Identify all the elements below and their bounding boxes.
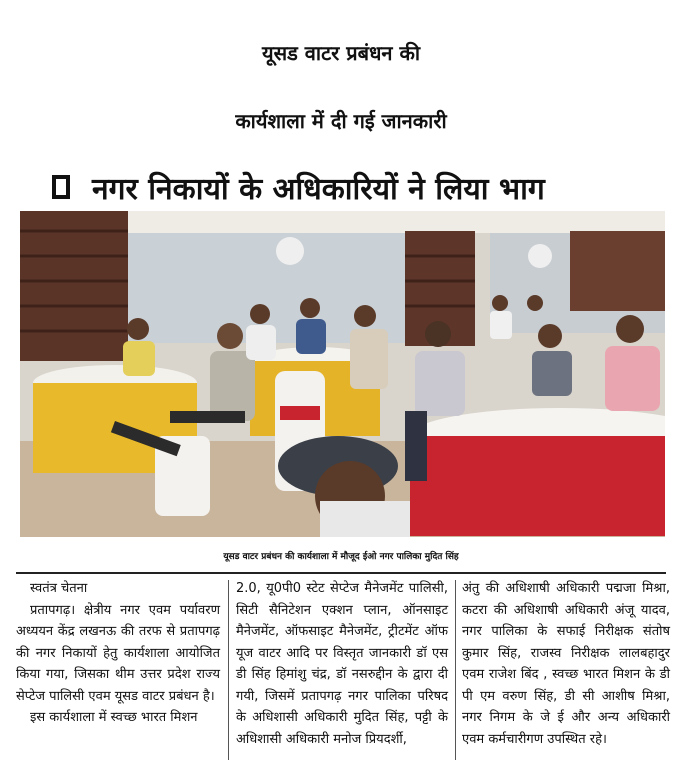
- column-divider: [455, 580, 456, 760]
- article-paragraph-1: प्रतापगढ़। क्षेत्रीय नगर एवम पर्यावरण अध्ययन केंद्र लखनऊ की तरफ से प्रतापगढ़ की नगर निकायों हेतु कार्यशाला आयोजित किया गया, जिसका थीम उत्तर प्रदेश राज्य सेप्टेज पालिसी एवम यूसड वाटर प्रबंधन है।: [16, 602, 220, 704]
- headline-line-1: यूसड वाटर प्रबंधन की: [261, 41, 420, 65]
- caption-divider: [16, 572, 666, 574]
- article-text-col2: 2.0, यू0पी0 स्टेट सेप्टेज मैनेजमेंट पालिसी, सिटी सैनिटेशन एक्शन प्लान, ऑनसाइट मैनेजमेंट, ऑफसाइट मैनेजमेंट, ट्रीटमेंट ऑफ यूज वाटर आदि पर विस्तृत जानकारी डॉ एस डी सिंह हिमांशु चंद्र, डॉ नसरुद्दीन के द्वारा दी गयी, जिसमें प्रतापगढ़ नगर पालिका परिषद के अधिशासी अधिकारी मुदित सिंह, पट्टी के अधिशासी अधिकारी मनोज प्रियदर्शी,: [236, 581, 448, 747]
- workshop-photo: [20, 211, 665, 537]
- article-text-col3: अंतु की अधिशाषी अधिकारी पद्मजा मिश्रा, कटरा की अधिशाषी अधिकारी अंजू यादव, नगर पालिका के सफाई निरीक्षक संतोष कुमार सिंह, राजस्व निरीक्षक लालबहादुर एवम राजेश बिंद , स्वच्छ भारत मिशन के डी पी एम वरुण सिंह, डी सी आशीष मिश्रा, नगर निगम के जे ई और अन्य अधिकारी एवम कर्मचारीगण उपस्थित रहे।: [462, 581, 670, 747]
- column-divider: [228, 580, 229, 760]
- headline-line-2: कार्यशाला में दी गई जानकारी: [235, 109, 447, 133]
- article-column-1: [16, 578, 220, 729]
- subheadline: [52, 166, 672, 208]
- article-column-3: [462, 578, 670, 750]
- article-column-2: [236, 578, 448, 750]
- square-bullet-icon: [52, 175, 70, 199]
- article-paragraph-2: इस कार्यशाला में स्वच्छ भारत मिशन: [30, 710, 198, 725]
- byline: स्वतंत्र चेतना: [30, 581, 88, 596]
- photo-caption: यूसड वाटर प्रबंधन की कार्यशाला में मौजूद ईओ नगर पालिका मुदित सिंह: [223, 551, 459, 562]
- subheadline-text: नगर निकायों के अधिकारियों ने लिया भाग: [92, 171, 545, 207]
